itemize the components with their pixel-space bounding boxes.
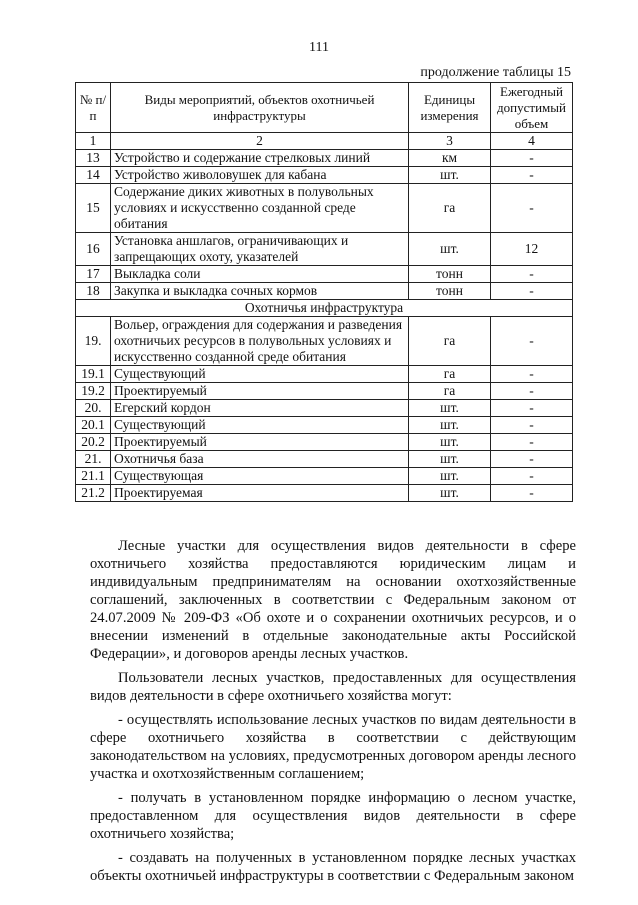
table-row [76, 266, 573, 283]
row-unit: км [409, 150, 491, 167]
row-name: Существующий [111, 366, 409, 383]
row-name: Выкладка соли [111, 266, 409, 283]
table-row [76, 167, 573, 184]
table-row [76, 434, 573, 451]
table-row [76, 150, 573, 167]
row-number: 13 [76, 150, 111, 167]
row-unit: шт. [409, 400, 491, 417]
row-volume: - [491, 451, 573, 468]
table-row [76, 383, 573, 400]
header-num: № п/п [76, 83, 111, 133]
row-number: 19. [76, 317, 111, 366]
row-unit: га [409, 383, 491, 400]
row-volume: - [491, 485, 573, 502]
table-row [76, 233, 573, 266]
table-row [76, 468, 573, 485]
header-volume: Ежегодный допустимый объем [491, 83, 573, 133]
row-name: Содержание диких животных в полувольных условиях и искусственно созданной среде обитания [111, 184, 409, 233]
row-number: 20.1 [76, 417, 111, 434]
row-unit: шт. [409, 451, 491, 468]
row-unit: тонн [409, 266, 491, 283]
paragraph: - получать в установленном порядке информацию о лесном участке, предоставленном для осуществления видов деятельности в сфере охотничьего хозяйства; [90, 790, 576, 842]
row-unit: га [409, 317, 491, 366]
row-volume: - [491, 383, 573, 400]
header-name: Виды мероприятий, объектов охотничьей инфраструктуры [111, 83, 409, 133]
index-cell: 4 [491, 133, 573, 150]
row-volume: - [491, 150, 573, 167]
row-volume: - [491, 400, 573, 417]
row-name: Установка аншлагов, ограничивающих и запрещающих охоту, указателей [111, 233, 409, 266]
row-number: 19.2 [76, 383, 111, 400]
row-unit: га [409, 366, 491, 383]
row-name: Егерский кордон [111, 400, 409, 417]
row-number: 14 [76, 167, 111, 184]
row-name: Вольер, ограждения для содержания и разведения охотничьих ресурсов в полувольных условиях и искусственно созданной среде обитания [111, 317, 409, 366]
row-unit: шт. [409, 167, 491, 184]
row-unit: га [409, 184, 491, 233]
index-cell: 1 [76, 133, 111, 150]
row-number: 21.2 [76, 485, 111, 502]
row-number: 15 [76, 184, 111, 233]
table-row [76, 485, 573, 502]
paragraph: Лесные участки для осуществления видов деятельности в сфере охотничьего хозяйства предоставляются юридическим лицам и индивидуальным предпринимателям на основании охотхозяйственные соглашений, заключенных в соответствии с Федеральным законом от 24.07.2009 № 209-ФЗ «Об охоте и о сохранении охотничьих ресурсов, и о внесении изменений в отдельные законодательные акты Российской Федерации», и договоров аренды лесных участков. [90, 538, 576, 662]
row-unit: шт. [409, 485, 491, 502]
body-text [90, 537, 576, 885]
row-volume: 12 [491, 233, 573, 266]
row-number: 20.2 [76, 434, 111, 451]
row-volume: - [491, 184, 573, 233]
row-number: 21.1 [76, 468, 111, 485]
row-number: 20. [76, 400, 111, 417]
section-title: Охотничья инфраструктура [76, 300, 573, 317]
table-row [76, 283, 573, 300]
row-volume: - [491, 317, 573, 366]
table-index-row [76, 133, 573, 150]
row-volume: - [491, 283, 573, 300]
table-row [76, 366, 573, 383]
table-row [76, 451, 573, 468]
row-name: Устройство живоловушек для кабана [111, 167, 409, 184]
row-name: Устройство и содержание стрелковых линий [111, 150, 409, 167]
row-name: Проектируемый [111, 383, 409, 400]
row-unit: шт. [409, 233, 491, 266]
row-volume: - [491, 366, 573, 383]
row-number: 17 [76, 266, 111, 283]
row-unit: шт. [409, 417, 491, 434]
row-number: 19.1 [76, 366, 111, 383]
row-unit: шт. [409, 434, 491, 451]
row-name: Закупка и выкладка сочных кормов [111, 283, 409, 300]
row-number: 18 [76, 283, 111, 300]
row-unit: шт. [409, 468, 491, 485]
row-volume: - [491, 434, 573, 451]
page-number: 111 [309, 40, 329, 55]
row-name: Проектируемый [111, 434, 409, 451]
row-volume: - [491, 266, 573, 283]
row-volume: - [491, 468, 573, 485]
index-cell: 3 [409, 133, 491, 150]
row-name: Проектируемая [111, 485, 409, 502]
section-row [76, 300, 573, 317]
paragraph: Пользователи лесных участков, предоставленных для осуществления видов деятельности в сфере охотничьего хозяйства могут: [90, 670, 576, 704]
paragraph: - создавать на полученных в установленном порядке лесных участках объекты охотничьей инфраструктуры в соответствии с Федеральным законом [90, 850, 576, 884]
table-continuation-label: продолжение таблицы 15 [420, 65, 571, 80]
row-unit: тонн [409, 283, 491, 300]
table-row [76, 184, 573, 233]
row-name: Охотничья база [111, 451, 409, 468]
row-number: 16 [76, 233, 111, 266]
row-name: Существующая [111, 468, 409, 485]
header-unit: Единицы измерения [409, 83, 491, 133]
paragraph: - осуществлять использование лесных участков по видам деятельности в сфере охотничьего хозяйства в соответствии с действующим законодательством на условиях, предусмотренных договором аренды лесного участка и охотхозяйственным соглашением; [90, 712, 576, 782]
row-volume: - [491, 167, 573, 184]
row-number: 21. [76, 451, 111, 468]
row-volume: - [491, 417, 573, 434]
activities-table [75, 82, 573, 502]
table-row [76, 400, 573, 417]
table-row [76, 317, 573, 366]
row-name: Существующий [111, 417, 409, 434]
table-row [76, 417, 573, 434]
index-cell: 2 [111, 133, 409, 150]
